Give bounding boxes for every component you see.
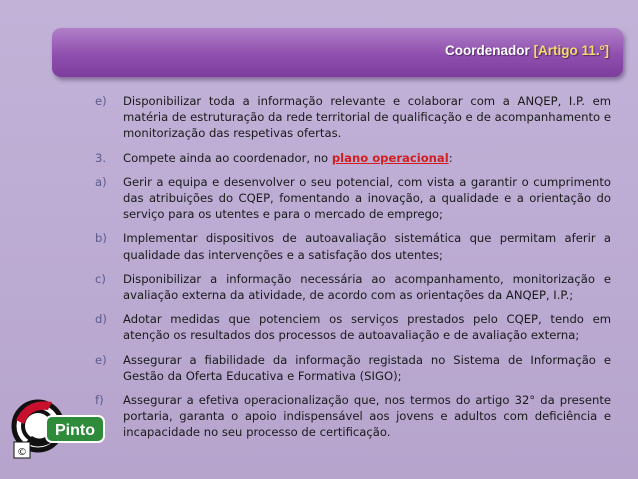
item-marker: e) bbox=[95, 352, 107, 367]
slide-title-main: Coordenador bbox=[445, 43, 530, 58]
item-text: Disponibilizar a informação necessária ao acompanhamento, monitorização e avaliação externa da atividade, de acordo com as orientações da ANQEP, I.P.; bbox=[123, 271, 611, 303]
item-text: Adotar medidas que potenciem os serviços prestados pelo CQEP, tendo em atenção os resultados dos processos de autoavaliação e de avaliação externa; bbox=[123, 312, 611, 343]
item-marker: e) bbox=[95, 94, 107, 108]
item-marker: 3. bbox=[95, 150, 107, 165]
highlighted-term: plano operacional bbox=[331, 150, 449, 165]
bullet-list bbox=[95, 93, 611, 449]
list-item bbox=[95, 271, 611, 303]
list-item bbox=[95, 352, 611, 384]
item-text: Compete ainda ao coordenador, no bbox=[123, 150, 332, 165]
item-marker: d) bbox=[95, 312, 107, 327]
list-item bbox=[95, 150, 611, 166]
item-marker: c) bbox=[95, 271, 106, 286]
logo-copyright: © bbox=[17, 447, 27, 458]
item-text: Implementar dispositivos de autoavaliação sistemática que permitam aferir a qualidade das intervenções e a satisfação dos utentes; bbox=[123, 231, 611, 262]
title-banner bbox=[52, 28, 623, 77]
list-item bbox=[95, 93, 611, 142]
list-item bbox=[95, 311, 611, 343]
item-text: Assegurar a fiabilidade da informação registada no Sistema de Informação e Gestão da Oferta Educativa e Formativa (SIGO); bbox=[123, 352, 611, 383]
item-text: Disponibilizar toda a informação relevante e colaborar com a ANQEP, I.P. em matéria de estruturação da rede territorial de qualificação e de acompanhamento e monitorização das respetivas ofertas. bbox=[123, 94, 611, 141]
item-text-end: : bbox=[448, 150, 453, 165]
slide-title bbox=[445, 43, 609, 58]
list-item bbox=[95, 230, 611, 262]
item-text: Assegurar a efetiva operacionalização que, nos termos do artigo 32° da presente portaria, garanta o apoio indispensável aos jovens e adultos com deficiência e incapacidade no seu processo de certificação. bbox=[123, 393, 611, 440]
item-marker: a) bbox=[95, 174, 107, 189]
list-item bbox=[95, 174, 611, 223]
slide-title-article: [Artigo 11.º] bbox=[533, 43, 609, 58]
item-text: Gerir a equipa e desenvolver o seu potencial, com vista a garantir o cumprimento das atribuições do CQEP, fomentando a inovação, a qualidade e a orientação do serviço para os utentes e para o mercado de emprego; bbox=[123, 174, 611, 222]
school-logo bbox=[8, 390, 108, 468]
logo-text: Pinto bbox=[55, 422, 95, 439]
list-item bbox=[95, 392, 611, 441]
item-marker: f) bbox=[95, 393, 104, 408]
item-marker: b) bbox=[95, 231, 107, 246]
